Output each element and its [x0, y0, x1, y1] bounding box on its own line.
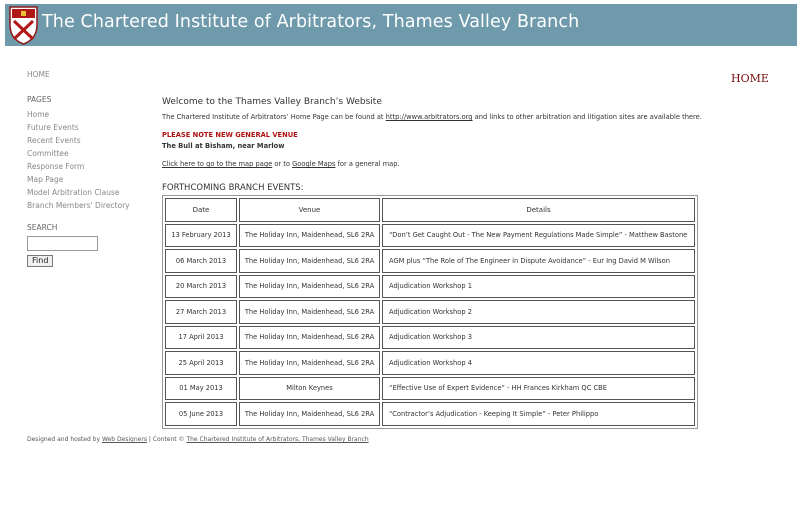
intro-prefix: The Chartered Institute of Arbitrators’ Home Page can be found at: [162, 113, 386, 121]
event-details: “Effective Use of Expert Evidence” - HH Frances Kirkham QC CBE: [382, 377, 695, 401]
column-header-venue: Venue: [239, 198, 380, 222]
event-details: “Contractor’s Adjudication - Keeping It Simple” - Peter Philippo: [382, 402, 695, 426]
table-row: [165, 326, 695, 350]
events-heading: FORTHCOMING BRANCH EVENTS:: [162, 183, 304, 193]
page-title: Welcome to the Thames Valley Branch’s Website: [162, 97, 382, 107]
event-details: Adjudication Workshop 1: [382, 275, 695, 299]
event-date: 06 March 2013: [165, 249, 237, 273]
sidebar-home-link[interactable]: HOME: [27, 70, 50, 79]
map-links: [162, 160, 400, 168]
event-details: Adjudication Workshop 2: [382, 300, 695, 324]
table-row: [165, 351, 695, 375]
event-venue: The Holiday Inn, Maidenhead, SL6 2RA: [239, 326, 380, 350]
table-row: [165, 249, 695, 273]
table-row: [165, 300, 695, 324]
top-home-link[interactable]: HOME: [731, 72, 769, 85]
event-details: AGM plus “The Role of The Engineer in Dispute Avoidance” - Eur Ing David M Wilson: [382, 249, 695, 273]
arbitrators-org-link[interactable]: http://www.arbitrators.org: [385, 113, 473, 121]
map-page-link[interactable]: Click here to go to the map page: [162, 160, 273, 168]
sidebar-item-home[interactable]: Home: [27, 110, 50, 119]
search-input[interactable]: [27, 236, 98, 251]
table-row: [165, 224, 695, 248]
google-maps-link[interactable]: Google Maps: [292, 160, 336, 168]
content-owner-link[interactable]: The Chartered Institute of Arbitrators, Thames Valley Branch: [186, 436, 369, 443]
event-date: 13 February 2013: [165, 224, 237, 248]
event-venue: The Holiday Inn, Maidenhead, SL6 2RA: [239, 275, 380, 299]
event-date: 01 May 2013: [165, 377, 237, 401]
sidebar-item-response-form[interactable]: Response Form: [27, 162, 85, 171]
sidebar-item-future-events[interactable]: Future Events: [27, 123, 79, 132]
general-venue: The Bull at Bisham, near Marlow: [162, 142, 285, 150]
event-venue: The Holiday Inn, Maidenhead, SL6 2RA: [239, 402, 380, 426]
intro-suffix: and links to other arbitration and litigation sites are available there.: [472, 113, 702, 121]
footer-prefix: Designed and hosted by: [27, 436, 102, 443]
coat-of-arms-logo[interactable]: [8, 5, 39, 45]
event-date: 27 March 2013: [165, 300, 237, 324]
sidebar-page-list: [27, 108, 130, 212]
event-date: 05 June 2013: [165, 402, 237, 426]
web-designers-link[interactable]: Web Designers: [101, 436, 147, 443]
column-header-details: Details: [382, 198, 695, 222]
footer: [27, 436, 369, 443]
site-title: The Chartered Institute of Arbitrators, Thames Valley Branch: [42, 12, 580, 32]
sidebar-item-map-page[interactable]: Map Page: [27, 175, 64, 184]
intro-text: [162, 113, 702, 121]
event-details: Adjudication Workshop 3: [382, 326, 695, 350]
sidebar-item-committee[interactable]: Committee: [27, 149, 69, 158]
event-details: Adjudication Workshop 4: [382, 351, 695, 375]
events-table: [162, 195, 698, 429]
event-venue: The Holiday Inn, Maidenhead, SL6 2RA: [239, 249, 380, 273]
event-date: 25 April 2013: [165, 351, 237, 375]
event-venue: The Holiday Inn, Maidenhead, SL6 2RA: [239, 300, 380, 324]
column-header-date: Date: [165, 198, 237, 222]
sidebar-item-members-directory[interactable]: Branch Members' Directory: [27, 201, 130, 210]
footer-middle: | Content ©: [146, 436, 187, 443]
sidebar-item-recent-events[interactable]: Recent Events: [27, 136, 81, 145]
site-header: [5, 4, 797, 46]
event-details: “Don’t Get Caught Out - The New Payment Regulations Made Simple” - Matthew Bastone: [382, 224, 695, 248]
table-header-row: [165, 198, 695, 222]
sidebar-item-model-arbitration-clause[interactable]: Model Arbitration Clause: [27, 188, 120, 197]
venue-notice: PLEASE NOTE NEW GENERAL VENUE: [162, 131, 298, 139]
event-venue: The Holiday Inn, Maidenhead, SL6 2RA: [239, 351, 380, 375]
table-row: [165, 275, 695, 299]
event-date: 17 April 2013: [165, 326, 237, 350]
event-venue: Milton Keynes: [239, 377, 380, 401]
map-suffix-text: for a general map.: [335, 160, 400, 168]
table-row: [165, 402, 695, 426]
map-middle-text: or to: [272, 160, 293, 168]
event-venue: The Holiday Inn, Maidenhead, SL6 2RA: [239, 224, 380, 248]
find-button[interactable]: Find: [27, 255, 53, 267]
table-row: [165, 377, 695, 401]
sidebar-search-heading: SEARCH: [27, 223, 58, 232]
event-date: 20 March 2013: [165, 275, 237, 299]
sidebar-pages-heading: PAGES: [27, 95, 52, 104]
